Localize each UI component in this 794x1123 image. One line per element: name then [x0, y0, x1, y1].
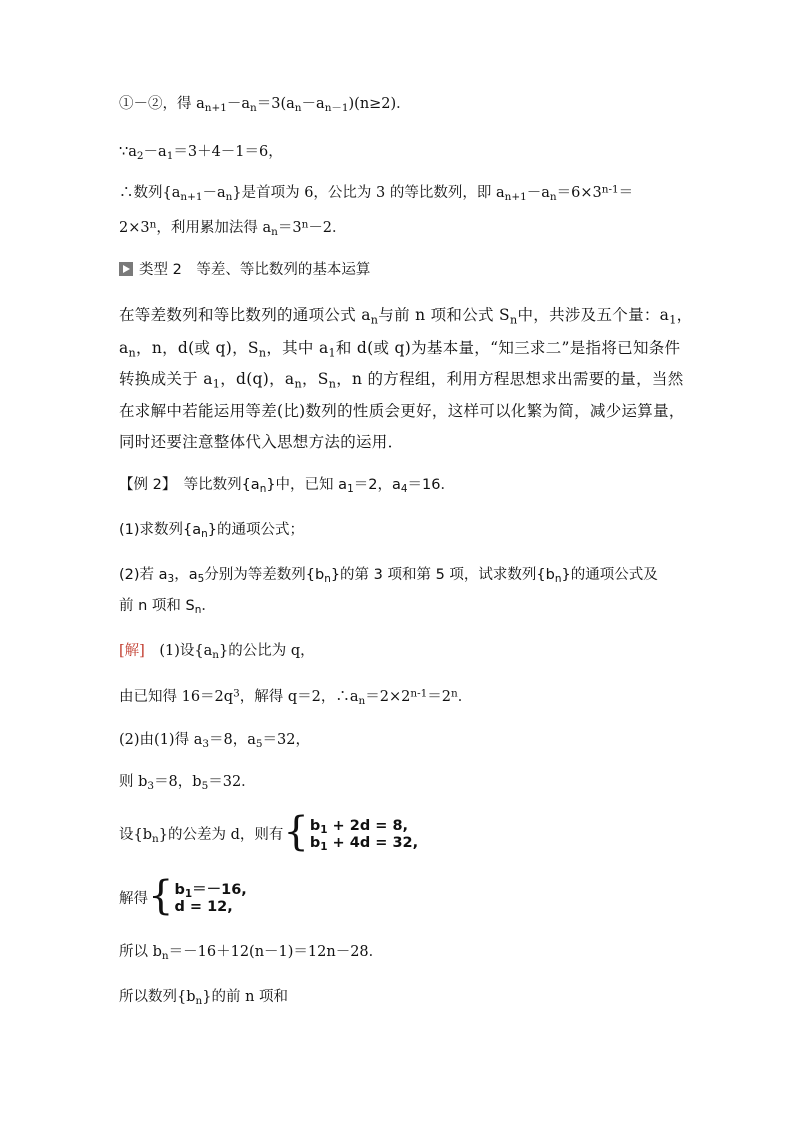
solution-line-1	[119, 641, 315, 661]
equation-system-1	[310, 818, 418, 852]
solution-line-3	[119, 730, 310, 750]
example-title-text: 【例 2】 等比数列$\{a_n\}$中，已知 $a_1=2$，$a_4=16$．	[119, 477, 455, 496]
line-1-text: ①－②，得 $a_{n+1}-a_n=3(a_n-a_{n-1})(n\ge 2)$．	[119, 96, 411, 115]
paragraph-line-4-text: 在求解中若能运用等差(比)数列的性质会更好，这样可以化繁为简，减少运算量，	[119, 402, 685, 420]
solution-line-4	[119, 772, 256, 792]
solution-line-7-text: 所以 $b_n=-16+12(n-1)=12n-28$．	[119, 944, 384, 963]
solution-line-5-text: 设$\{b_n\}$的公差为 d，则有	[119, 827, 284, 846]
play-arrow-icon	[119, 262, 133, 276]
left-brace: {	[283, 809, 309, 855]
paragraph-line-4	[119, 401, 685, 421]
solution-line-6-text: 解得	[119, 891, 148, 907]
paragraph-line-5-text: 同时还要注意整体代入思想方法的运用．	[119, 433, 404, 451]
left-brace: {	[148, 873, 174, 919]
solution-line-4-text: 则 $b_3=8$，$b_5=32$．	[119, 774, 256, 793]
paragraph-line-5	[119, 432, 403, 452]
line-2-text: $\because a_2-a_1=3+4-1=6$，	[119, 144, 283, 163]
equation-1: $b_1 + 2d = 8$,	[309, 818, 409, 837]
solution-line-1-text: (1)设$\{a_n\}$的公比为 q，	[144, 643, 315, 662]
line-3	[119, 183, 633, 203]
example-title	[119, 475, 455, 495]
line-3-text: ∴数列$\{a_{n+1}-a_n\}$是首项为 6，公比为 3 的等比数列，即 $a_{n+1}-a_n=6\times 3^{n-1}=$	[119, 183, 634, 204]
line-1	[119, 94, 411, 114]
paragraph-line-2	[119, 338, 680, 358]
paragraph-line-3-text: 转换成关于 $a_1$，d(q)，$a_n$，$S_n$，n 的方程组，利用方程思想求出需要的量，当然	[119, 370, 684, 391]
solution-line-8-text: 所以数列$\{b_n\}$的前 n 项和	[119, 989, 289, 1008]
solution-line-8	[119, 987, 288, 1007]
line-4	[119, 218, 347, 238]
line-4-text: $2\times 3^n$，利用累加法得 $a_n=3^n-2$．	[119, 218, 347, 239]
solution-line-6	[119, 873, 247, 919]
example-part-2-line-2-text: 前 n 项和 $S_n$．	[119, 598, 216, 617]
example-part-1-text: (1)求数列$\{a_n\}$的通项公式；	[119, 522, 305, 541]
solution-line-7	[119, 942, 383, 962]
solution-line-2-text: 由已知得 $16=2q^3$，解得 q＝2，$\therefore a_n=2\times 2^{n-1}=2^n$．	[119, 687, 473, 708]
paragraph-line-3	[119, 369, 684, 389]
solution-label: [解]	[119, 643, 145, 659]
solution-b1: $b_1=-16$,	[174, 882, 247, 901]
section-heading	[119, 260, 370, 280]
solution-line-3-text: (2)由(1)得 $a_3=8$，$a_5=32$，	[119, 732, 310, 751]
equation-2: $b_1 + 4d = 32$,	[309, 835, 419, 854]
line-2	[119, 142, 283, 162]
equation-system-2	[174, 882, 246, 916]
solution-line-2	[119, 687, 472, 707]
solution-d: d = 12,	[174, 899, 233, 915]
paragraph-line-1	[119, 305, 692, 325]
section-heading-text: 类型 2 等差、等比数列的基本运算	[139, 262, 371, 278]
example-part-1	[119, 520, 304, 540]
example-part-2-line-2	[119, 596, 216, 616]
example-part-2-line-1-text: (2)若 $a_3$，$a_5$分别为等差数列$\{b_n\}$的第 3 项和第 5 项，试求数列$\{b_n\}$的通项公式及	[119, 567, 658, 586]
solution-line-5	[119, 809, 419, 855]
example-part-2-line-1	[119, 565, 658, 585]
paragraph-line-1-text: 在等差数列和等比数列的通项公式 $a_n$与前 n 项和公式 $S_n$中，共涉及五个量：$a_1$，	[119, 306, 693, 327]
paragraph-line-2-text: $a_n$，n，d(或 q)，$S_n$，其中 $a_1$和 d(或 q)为基本量，“知三求二”是指将已知条件	[119, 339, 681, 360]
